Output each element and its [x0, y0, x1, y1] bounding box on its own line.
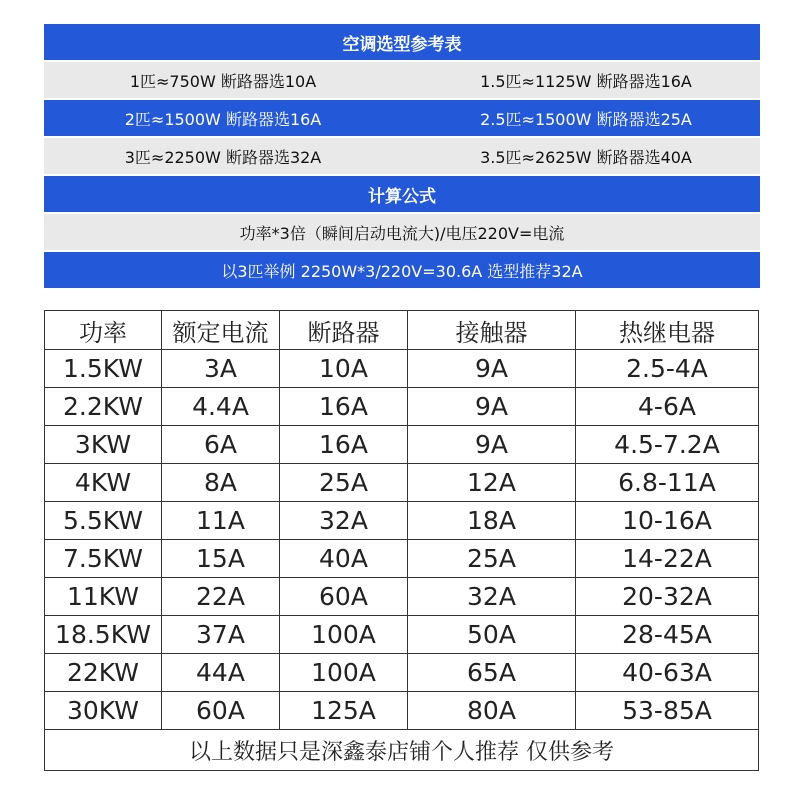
ac-row-3-right: 3.5匹≈2625W 断路器选40A: [480, 147, 692, 167]
header-power: 功率: [45, 311, 162, 350]
cell-contactor: 9A: [408, 426, 576, 464]
table-footer-note: 以上数据只是深鑫泰店铺个人推荐 仅供参考: [45, 730, 759, 771]
table-row: [45, 616, 759, 654]
table-row: [45, 692, 759, 730]
table-row: [45, 578, 759, 616]
motor-selection-table: [44, 310, 759, 771]
formula-text: 功率*3倍（瞬间启动电流大)/电压220V=电流: [44, 214, 760, 250]
cell-thermal-relay: 40-63A: [576, 654, 759, 692]
table-row: [45, 502, 759, 540]
cell-breaker: 16A: [280, 426, 408, 464]
ac-row-3-left: 3匹≈2250W 断路器选32A: [124, 147, 322, 167]
cell-rated-current: 60A: [162, 692, 280, 730]
cell-breaker: 100A: [280, 654, 408, 692]
cell-breaker: 60A: [280, 578, 408, 616]
ac-row-1-right: 1.5匹≈1125W 断路器选16A: [480, 71, 692, 91]
cell-breaker: 40A: [280, 540, 408, 578]
cell-rated-current: 6A: [162, 426, 280, 464]
table-row: [45, 464, 759, 502]
ac-row-2-left: 2匹≈1500W 断路器选16A: [124, 109, 322, 129]
table-header-row: [45, 311, 759, 350]
cell-contactor: 9A: [408, 350, 576, 388]
cell-contactor: 18A: [408, 502, 576, 540]
table-row: [45, 426, 759, 464]
ac-selection-panel: [44, 24, 760, 290]
header-breaker: 断路器: [280, 311, 408, 350]
cell-contactor: 80A: [408, 692, 576, 730]
example-text: 以3匹举例 2250W*3/220V=30.6A 选型推荐32A: [44, 252, 760, 288]
table-footer-row: [45, 730, 759, 771]
table-row: [45, 654, 759, 692]
cell-rated-current: 22A: [162, 578, 280, 616]
table-row: [45, 388, 759, 426]
header-thermal-relay: 热继电器: [576, 311, 759, 350]
cell-thermal-relay: 4-6A: [576, 388, 759, 426]
cell-breaker: 25A: [280, 464, 408, 502]
table-row: [45, 350, 759, 388]
cell-breaker: 10A: [280, 350, 408, 388]
cell-rated-current: 8A: [162, 464, 280, 502]
ac-selection-title: 空调选型参考表: [44, 24, 760, 60]
cell-contactor: 50A: [408, 616, 576, 654]
cell-power: 30KW: [45, 692, 162, 730]
cell-thermal-relay: 53-85A: [576, 692, 759, 730]
cell-power: 2.2KW: [45, 388, 162, 426]
cell-contactor: 32A: [408, 578, 576, 616]
cell-rated-current: 4.4A: [162, 388, 280, 426]
header-contactor: 接触器: [408, 311, 576, 350]
cell-contactor: 25A: [408, 540, 576, 578]
cell-thermal-relay: 20-32A: [576, 578, 759, 616]
cell-breaker: 125A: [280, 692, 408, 730]
cell-contactor: 12A: [408, 464, 576, 502]
cell-thermal-relay: 6.8-11A: [576, 464, 759, 502]
cell-power: 7.5KW: [45, 540, 162, 578]
cell-thermal-relay: 2.5-4A: [576, 350, 759, 388]
ac-row-2-right: 2.5匹≈1500W 断路器选25A: [480, 109, 692, 129]
cell-rated-current: 3A: [162, 350, 280, 388]
formula-title: 计算公式: [44, 176, 760, 212]
ac-row-2: [44, 100, 760, 136]
cell-breaker: 32A: [280, 502, 408, 540]
cell-power: 4KW: [45, 464, 162, 502]
cell-power: 18.5KW: [45, 616, 162, 654]
cell-rated-current: 15A: [162, 540, 280, 578]
cell-power: 5.5KW: [45, 502, 162, 540]
cell-breaker: 16A: [280, 388, 408, 426]
cell-rated-current: 11A: [162, 502, 280, 540]
cell-thermal-relay: 4.5-7.2A: [576, 426, 759, 464]
table-row: [45, 540, 759, 578]
ac-row-3: [44, 138, 760, 174]
cell-power: 1.5KW: [45, 350, 162, 388]
cell-rated-current: 44A: [162, 654, 280, 692]
cell-power: 3KW: [45, 426, 162, 464]
cell-contactor: 65A: [408, 654, 576, 692]
cell-contactor: 9A: [408, 388, 576, 426]
cell-thermal-relay: 10-16A: [576, 502, 759, 540]
cell-rated-current: 37A: [162, 616, 280, 654]
cell-power: 22KW: [45, 654, 162, 692]
ac-row-1: [44, 62, 760, 98]
cell-thermal-relay: 28-45A: [576, 616, 759, 654]
cell-breaker: 100A: [280, 616, 408, 654]
header-rated-current: 额定电流: [162, 311, 280, 350]
ac-row-1-left: 1匹≈750W 断路器选10A: [129, 71, 317, 91]
cell-power: 11KW: [45, 578, 162, 616]
cell-thermal-relay: 14-22A: [576, 540, 759, 578]
